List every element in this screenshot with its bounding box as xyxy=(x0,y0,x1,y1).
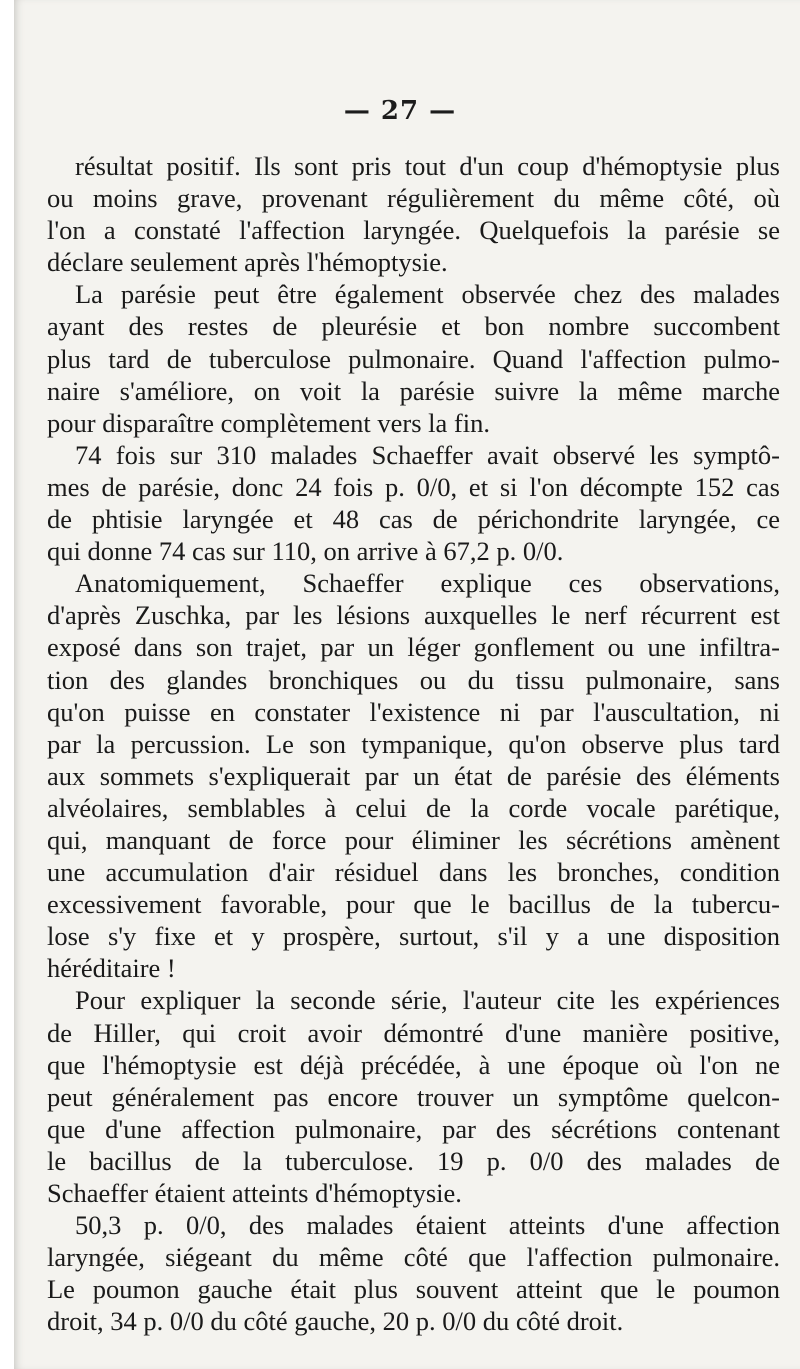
text-line: 74 fois sur 310 malades Schaeffer avait observé les symptô- xyxy=(75,439,780,470)
paragraph xyxy=(47,1209,780,1337)
text-line: qui donne 74 cas sur 110, on arrive à 67,2 p. 0/0. xyxy=(47,536,564,567)
text-line: Le poumon gauche était plus souvent atteint que le poumon xyxy=(47,1274,780,1305)
text-line: une accumulation d'air résiduel dans les bronches, condition xyxy=(47,857,780,888)
text-line: que d'une affection pulmonaire, par des sécrétions contenant xyxy=(47,1113,780,1144)
paragraph xyxy=(47,567,780,984)
text-line: La parésie peut être également observée chez des malades xyxy=(75,279,780,310)
text-line: pour disparaître complètement vers la fin. xyxy=(47,407,490,438)
text-line: de phtisie laryngée et 48 cas de périchondrite laryngée, ce xyxy=(47,504,780,535)
text-line: exposé dans son trajet, par un léger gonflement ou une infiltra- xyxy=(47,632,780,663)
text-line: que l'hémoptysie est déjà précédée, à une époque où l'on ne xyxy=(47,1049,780,1080)
text-line: Pour expliquer la seconde série, l'auteur cite les expériences xyxy=(75,985,780,1016)
text-line: résultat positif. Ils sont pris tout d'un coup d'hémoptysie plus xyxy=(75,151,780,181)
paragraph xyxy=(47,278,780,438)
text-line: ayant des restes de pleurésie et bon nombre succombent xyxy=(47,311,780,342)
text-line: d'après Zuschka, par les lésions auxquelles le nerf récurrent est xyxy=(47,600,780,631)
text-line: excessivement favorable, pour que le bacillus de la tubercu- xyxy=(47,889,780,920)
text-line: peut généralement pas encore trouver un symptôme quelcon- xyxy=(47,1081,780,1112)
text-line: héréditaire ! xyxy=(47,953,176,984)
text-line: ou moins grave, provenant régulièrement du même côté, où xyxy=(47,183,780,214)
page-number: — 27 — xyxy=(343,96,457,126)
text-line: aux sommets s'expliquerait par un état de parésie des éléments xyxy=(47,760,780,791)
text-line: mes de parésie, donc 24 fois p. 0/0, et si l'on décompte 152 cas xyxy=(47,471,780,502)
text-line: déclare seulement après l'hémoptysie. xyxy=(47,247,448,278)
text-line: Schaeffer étaient atteints d'hémoptysie. xyxy=(47,1178,462,1208)
body-text xyxy=(47,150,780,1337)
text-line: alvéolaires, semblables à celui de la corde vocale parétique, xyxy=(47,792,780,823)
paragraph xyxy=(47,150,780,278)
text-line: lose s'y fixe et y prospère, surtout, s'il y a une disposition xyxy=(47,921,780,952)
text-line: plus tard de tuberculose pulmonaire. Quand l'affection pulmo- xyxy=(47,343,780,374)
text-line: de Hiller, qui croit avoir démontré d'une manière positive, xyxy=(47,1017,780,1048)
text-line: droit, 34 p. 0/0 du côté gauche, 20 p. 0/0 du côté droit. xyxy=(47,1306,624,1337)
text-line: naire s'améliore, on voit la parésie suivre la même marche xyxy=(47,375,780,406)
paragraph xyxy=(47,439,780,567)
paragraph xyxy=(47,984,780,1209)
text-line: laryngée, siégeant du même côté que l'affection pulmonaire. xyxy=(47,1242,780,1273)
text-line: le bacillus de la tuberculose. 19 p. 0/0 des malades de xyxy=(47,1145,780,1176)
text-line: par la percussion. Le son tympanique, qu'on observe plus tard xyxy=(47,728,780,759)
text-line: qui, manquant de force pour éliminer les sécrétions amènent xyxy=(47,824,780,855)
text-line: l'on a constaté l'affection laryngée. Quelquefois la parésie se xyxy=(47,215,780,246)
text-line: qu'on puisse en constater l'existence ni par l'auscultation, ni xyxy=(47,696,780,727)
text-line: tion des glandes bronchiques ou du tissu pulmonaire, sans xyxy=(47,664,780,695)
text-line: Anatomiquement, Schaeffer explique ces observations, xyxy=(75,568,780,599)
text-line: 50,3 p. 0/0, des malades étaient atteints d'une affection xyxy=(75,1210,780,1241)
